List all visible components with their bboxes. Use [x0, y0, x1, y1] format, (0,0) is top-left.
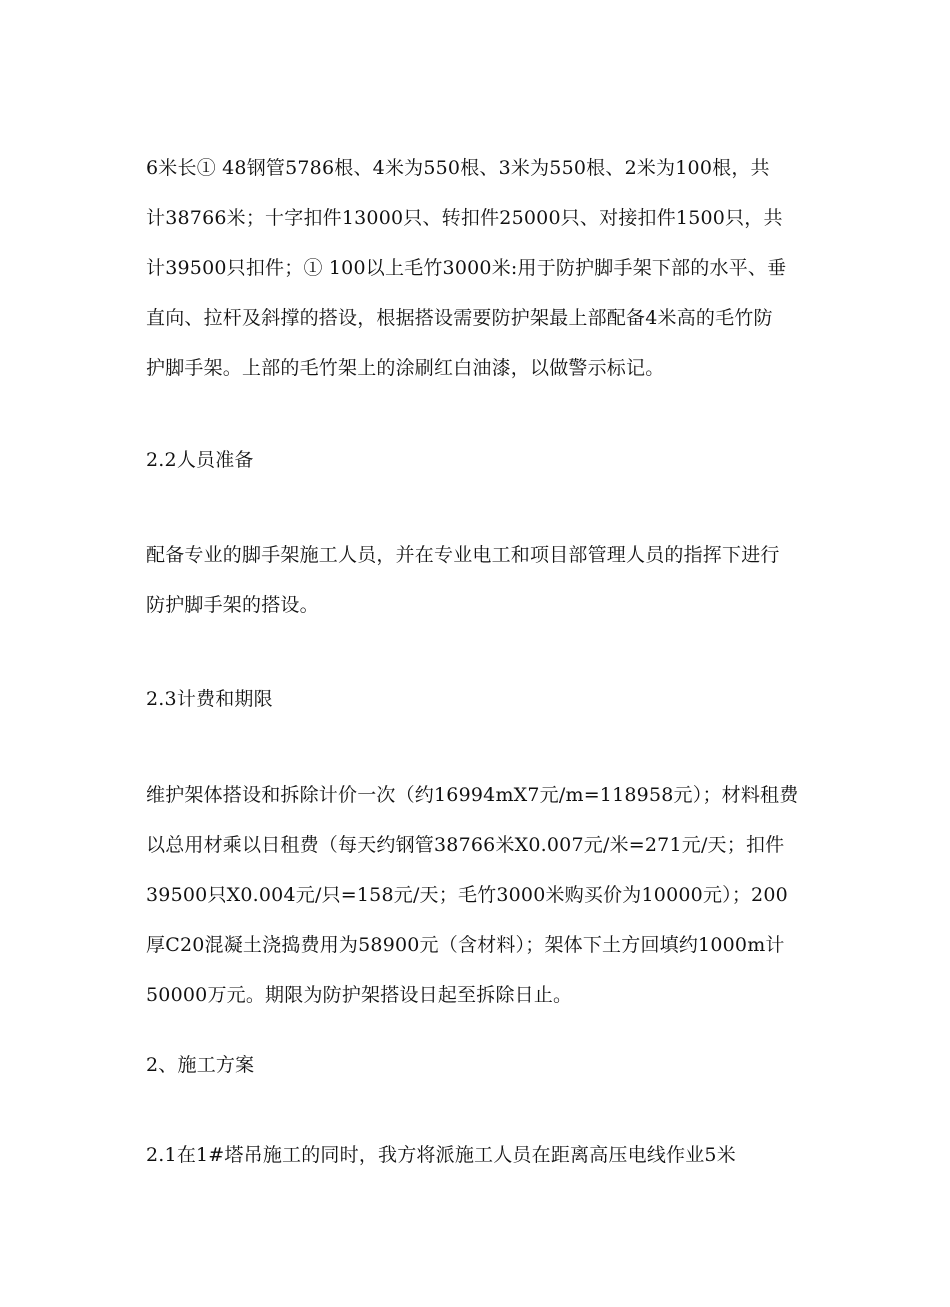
- paragraph-materials: [146, 143, 806, 393]
- text-line: 计38766米；十字扣件13000只、转扣件25000只、对接扣件1500只，共: [146, 207, 783, 229]
- paragraph-personnel: [146, 530, 806, 630]
- text-line: 防护脚手架的搭设。: [146, 594, 319, 616]
- text-line: 50000万元。期限为防护架搭设日起至拆除日止。: [146, 984, 573, 1006]
- paragraph-billing: [146, 770, 806, 1020]
- text-line: 2.1在1#塔吊施工的同时，我方将派施工人员在距离高压电线作业5米: [146, 1144, 736, 1166]
- paragraph-construction-plan: [146, 1130, 806, 1180]
- text-line: 厚C20混凝土浇捣费用为58900元（含材料）；架体下土方回填约1000m计: [146, 934, 785, 956]
- section-heading-2-3: [146, 684, 806, 714]
- section-heading-2: [146, 1050, 806, 1080]
- section-heading-2-2: [146, 445, 806, 475]
- text-line: 维护架体搭设和拆除计价一次（约16994mX7元/m=118958元）；材料租费: [146, 784, 799, 806]
- text-line: 配备专业的脚手架施工人员，并在专业电工和项目部管理人员的指挥下进行: [146, 544, 780, 566]
- text-line: 计39500只扣件；① 100以上毛竹3000米:用于防护脚手架下部的水平、垂: [146, 257, 787, 279]
- text-line: 直向、拉杆及斜撑的搭设，根据搭设需要防护架最上部配备4米高的毛竹防: [146, 307, 773, 329]
- heading-text: 2.2人员准备: [146, 449, 254, 471]
- heading-text: 2、施工方案: [146, 1054, 255, 1076]
- text-line: 39500只X0.004元/只=158元/天；毛竹3000米购买价为10000元）；200: [146, 884, 788, 906]
- text-line: 6米长① 48钢管5786根、4米为550根、3米为550根、2米为100根，共: [146, 157, 770, 179]
- text-line: 护脚手架。上部的毛竹架上的涂刷红白油漆，以做警示标记。: [146, 357, 665, 379]
- heading-text: 2.3计费和期限: [146, 688, 273, 710]
- text-line: 以总用材乘以日租费（每天约钢管38766米X0.007元/米=271元/天；扣件: [146, 834, 785, 856]
